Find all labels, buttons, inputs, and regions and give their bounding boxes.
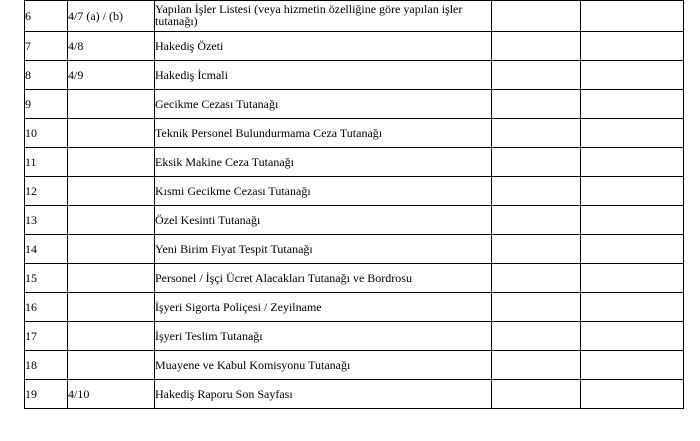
row-description: İşyeri Teslim Tutanağı xyxy=(155,322,492,351)
row-reference xyxy=(68,119,155,148)
table-row xyxy=(25,235,684,264)
row-description: Eksik Makine Ceza Tutanağı xyxy=(155,148,492,177)
row-reference: 4/10 xyxy=(68,380,155,409)
empty-cell xyxy=(581,1,684,32)
empty-cell xyxy=(492,322,581,351)
row-number: 6 xyxy=(25,1,68,32)
empty-cell xyxy=(581,148,684,177)
table-row xyxy=(25,32,684,61)
empty-cell xyxy=(492,1,581,32)
row-reference xyxy=(68,235,155,264)
row-number: 13 xyxy=(25,206,68,235)
table-row xyxy=(25,322,684,351)
table-row xyxy=(25,351,684,380)
table-row xyxy=(25,1,684,32)
row-number: 18 xyxy=(25,351,68,380)
empty-cell xyxy=(492,293,581,322)
row-description: Hakediş İcmali xyxy=(155,61,492,90)
row-reference: 4/8 xyxy=(68,32,155,61)
row-reference xyxy=(68,206,155,235)
row-reference xyxy=(68,264,155,293)
empty-cell xyxy=(581,235,684,264)
row-description: Personel / İşçi Ücret Alacakları Tutanağı ve Bordrosu xyxy=(155,264,492,293)
empty-cell xyxy=(581,351,684,380)
row-reference xyxy=(68,293,155,322)
empty-cell xyxy=(492,206,581,235)
row-reference xyxy=(68,177,155,206)
empty-cell xyxy=(492,148,581,177)
row-description: Muayene ve Kabul Komisyonu Tutanağı xyxy=(155,351,492,380)
row-number: 19 xyxy=(25,380,68,409)
table-row xyxy=(25,293,684,322)
table-row xyxy=(25,119,684,148)
row-description: İşyeri Sigorta Poliçesi / Zeyilname xyxy=(155,293,492,322)
empty-cell xyxy=(581,61,684,90)
empty-cell xyxy=(581,293,684,322)
empty-cell xyxy=(581,32,684,61)
row-description: Özel Kesinti Tutanağı xyxy=(155,206,492,235)
empty-cell xyxy=(581,119,684,148)
empty-cell xyxy=(492,119,581,148)
empty-cell xyxy=(581,380,684,409)
empty-cell xyxy=(492,177,581,206)
row-description: Teknik Personel Bulundurmama Ceza Tutanağı xyxy=(155,119,492,148)
row-reference: 4/7 (a) / (b) xyxy=(68,1,155,32)
empty-cell xyxy=(492,264,581,293)
row-number: 17 xyxy=(25,322,68,351)
table-row xyxy=(25,90,684,119)
empty-cell xyxy=(492,351,581,380)
table-row xyxy=(25,264,684,293)
empty-cell xyxy=(492,90,581,119)
row-reference xyxy=(68,90,155,119)
page-edge xyxy=(696,0,700,441)
row-number: 12 xyxy=(25,177,68,206)
row-description: Yapılan İşler Listesi (veya hizmetin özelliğine göre yapılan işler tutanağı) xyxy=(155,1,492,32)
table-row xyxy=(25,380,684,409)
row-description: Yeni Birim Fiyat Tespit Tutanağı xyxy=(155,235,492,264)
row-reference: 4/9 xyxy=(68,61,155,90)
row-description: Hakediş Raporu Son Sayfası xyxy=(155,380,492,409)
table-row xyxy=(25,61,684,90)
empty-cell xyxy=(581,322,684,351)
row-number: 11 xyxy=(25,148,68,177)
row-number: 15 xyxy=(25,264,68,293)
row-number: 7 xyxy=(25,32,68,61)
empty-cell xyxy=(581,90,684,119)
row-number: 9 xyxy=(25,90,68,119)
empty-cell xyxy=(581,206,684,235)
row-description: Kısmi Gecikme Cezası Tutanağı xyxy=(155,177,492,206)
row-description: Gecikme Cezası Tutanağı xyxy=(155,90,492,119)
empty-cell xyxy=(492,380,581,409)
empty-cell xyxy=(581,264,684,293)
document-list-table xyxy=(24,0,684,409)
row-reference xyxy=(68,322,155,351)
row-reference xyxy=(68,351,155,380)
row-number: 8 xyxy=(25,61,68,90)
empty-cell xyxy=(492,61,581,90)
row-reference xyxy=(68,148,155,177)
empty-cell xyxy=(492,32,581,61)
empty-cell xyxy=(492,235,581,264)
table-row xyxy=(25,206,684,235)
empty-cell xyxy=(581,177,684,206)
row-number: 14 xyxy=(25,235,68,264)
table-row xyxy=(25,148,684,177)
row-description: Hakediş Özeti xyxy=(155,32,492,61)
row-number: 16 xyxy=(25,293,68,322)
table-row xyxy=(25,177,684,206)
row-number: 10 xyxy=(25,119,68,148)
